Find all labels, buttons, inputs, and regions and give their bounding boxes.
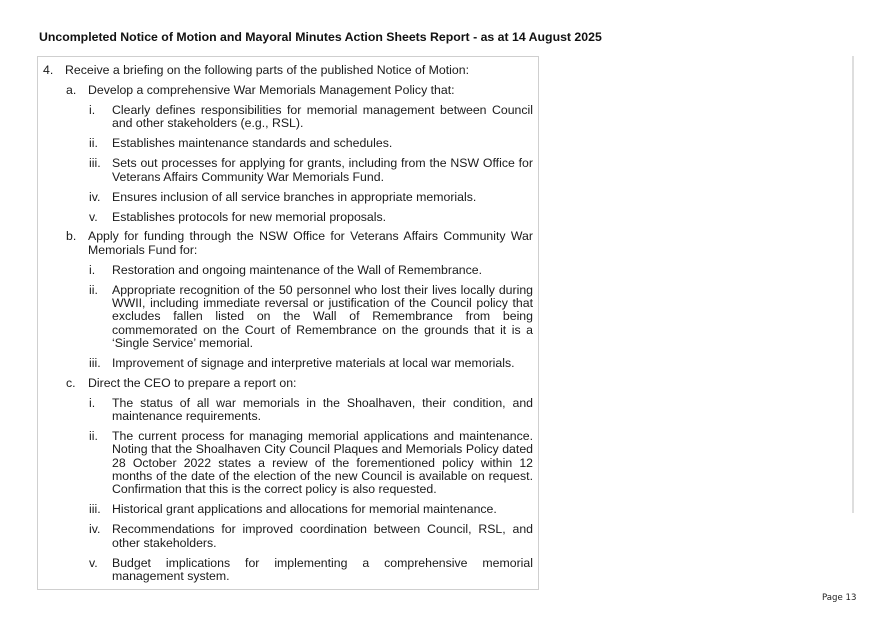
point-label: i.	[89, 102, 96, 117]
point	[89, 211, 533, 224]
point	[89, 430, 533, 496]
point-label: iii.	[89, 355, 101, 370]
point-label: ii.	[89, 429, 98, 444]
point	[89, 523, 533, 550]
point	[89, 284, 533, 350]
point-label: ii.	[89, 282, 98, 297]
point-text: Clearly defines responsibilities for memorial management between Council and other stakeholders (e.g., RSL).	[112, 102, 533, 131]
point	[89, 191, 533, 204]
subitem-text: Direct the CEO to prepare a report on:	[88, 375, 297, 390]
subitem-label: c.	[66, 375, 76, 390]
subitem-label: b.	[66, 229, 77, 244]
point-label: ii.	[89, 136, 98, 151]
point-text: The status of all war memorials in the Shoalhaven, their condition, and maintenance requirements.	[112, 395, 533, 424]
point-text: Ensures inclusion of all service branches in appropriate memorials.	[112, 189, 477, 204]
page-number: Page 13	[822, 593, 857, 603]
point-label: i.	[89, 395, 96, 410]
point-text: Establishes protocols for new memorial proposals.	[112, 209, 387, 224]
point	[89, 557, 533, 584]
point-label: v.	[89, 209, 98, 224]
item-number: 4.	[43, 63, 54, 77]
point-text: Establishes maintenance standards and schedules.	[112, 136, 393, 151]
point	[89, 157, 533, 184]
point-text: The current process for managing memorial applications and maintenance. Noting that the Shoalhaven City Council Plaques and Memorials Policy dated 28 October 2022 states a review of the forementioned policy within 12 months of the date of the election of the new Council is available on request. Confirmation that this is the correct policy is also requested.	[112, 429, 533, 497]
action-sheet-box	[37, 56, 539, 590]
point	[89, 357, 533, 370]
point-label: iv.	[89, 522, 101, 537]
point-label: iii.	[89, 502, 101, 517]
point-text: Recommendations for improved coordination between Council, RSL, and other stakeholders.	[112, 522, 533, 550]
point-text: Restoration and ongoing maintenance of the Wall of Remembrance.	[112, 262, 483, 277]
subitem-label: a.	[66, 82, 77, 97]
point	[89, 137, 533, 150]
point	[89, 503, 533, 516]
point-label: v.	[89, 555, 98, 570]
column-divider	[852, 56, 854, 513]
point-text: Budget implications for implementing a comprehensive memorial management system.	[112, 555, 533, 583]
point-text: Historical grant applications and allocations for memorial maintenance.	[112, 502, 497, 517]
point	[89, 397, 533, 424]
subitem	[66, 230, 533, 257]
point-label: iii.	[89, 156, 101, 171]
point	[89, 264, 533, 277]
list-item	[43, 64, 533, 77]
point	[89, 104, 533, 131]
subitem	[66, 84, 533, 97]
point-label: iv.	[89, 189, 101, 204]
point-text: Appropriate recognition of the 50 personnel who lost their lives locally during WWII, including immediate reversal or justification of the Council policy that excludes fallen listed on the Wall of Remembrance from being commemorated on the Court of Remembrance on the grounds that it is a ‘Single Service’ memorial.	[112, 282, 533, 350]
subitem-text: Apply for funding through the NSW Office for Veterans Affairs Community War Memorials Fund for:	[88, 229, 533, 257]
point-text: Sets out processes for applying for grants, including from the NSW Office for Veterans Affairs Community War Memorials Fund.	[112, 156, 533, 184]
subitem	[66, 377, 533, 390]
item-text: Receive a briefing on the following parts of the published Notice of Motion:	[65, 63, 469, 77]
report-title: Uncompleted Notice of Motion and Mayoral Minutes Action Sheets Report - as at 14 August 2025	[39, 30, 602, 44]
point-text: Improvement of signage and interpretive materials at local war memorials.	[112, 355, 515, 370]
subitem-text: Develop a comprehensive War Memorials Management Policy that:	[88, 82, 455, 97]
point-label: i.	[89, 262, 96, 277]
